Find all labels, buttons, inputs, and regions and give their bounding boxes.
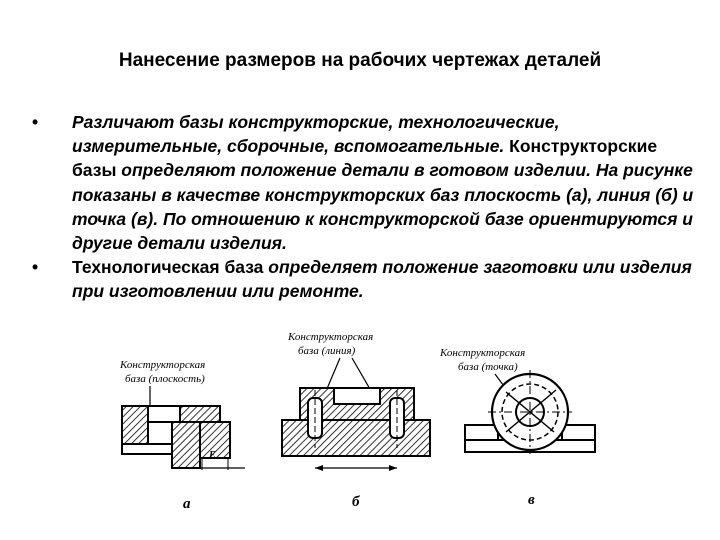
figure-c-caption: в xyxy=(528,492,535,508)
bullet-symbol: • xyxy=(32,257,39,278)
figure-b-label-line2: база (линия) xyxy=(298,345,356,357)
figure-c-label-line2: база (точка) xyxy=(458,361,518,373)
bullet-text-regular: Конструкторские базы xyxy=(72,136,658,181)
figure-c-label-line1: Конструкторская xyxy=(440,347,526,359)
figure-b-label-line1: Конструкторская xyxy=(288,331,374,343)
bullet-item-tech-base xyxy=(28,255,698,303)
bullet-text-italic: Различают базы конструкторские, технологические, измерительные, сборочные, вспомогательные. xyxy=(72,112,560,157)
bullet-text-tail: определяет положение заготовки или изделия при изготовлении или ремонте. xyxy=(72,257,692,302)
bullet-text-tail: определяют положение детали в готовом изделии. На рисунке показаны в качестве конструкторских баз плоскость (а), линия (б) и точка (в). По отношению к конструкторской базе ориентируются и другие детали изделия. xyxy=(72,160,694,254)
figure-a-plane-base xyxy=(119,359,245,512)
figure-a-dim-mark: Е xyxy=(209,450,216,461)
bullet-text-regular: Технологическая база xyxy=(72,257,269,278)
figure-a-label-line1: Конструкторская xyxy=(120,359,206,371)
bullets-area xyxy=(0,110,720,308)
figure-a-caption: а xyxy=(183,496,191,512)
figure-c-point-base xyxy=(439,347,595,508)
technical-drawings xyxy=(0,320,720,540)
figure-a-label-line2: база (плоскость) xyxy=(125,373,205,385)
bullet-symbol: • xyxy=(32,112,39,132)
slide-title: Нанесение размеров на рабочих чертежах деталей xyxy=(118,50,602,71)
figure-b-line-base xyxy=(282,331,430,510)
bullet-list xyxy=(28,110,698,304)
figure-b-caption: б xyxy=(352,494,360,510)
bullet-item-bases xyxy=(28,110,698,255)
